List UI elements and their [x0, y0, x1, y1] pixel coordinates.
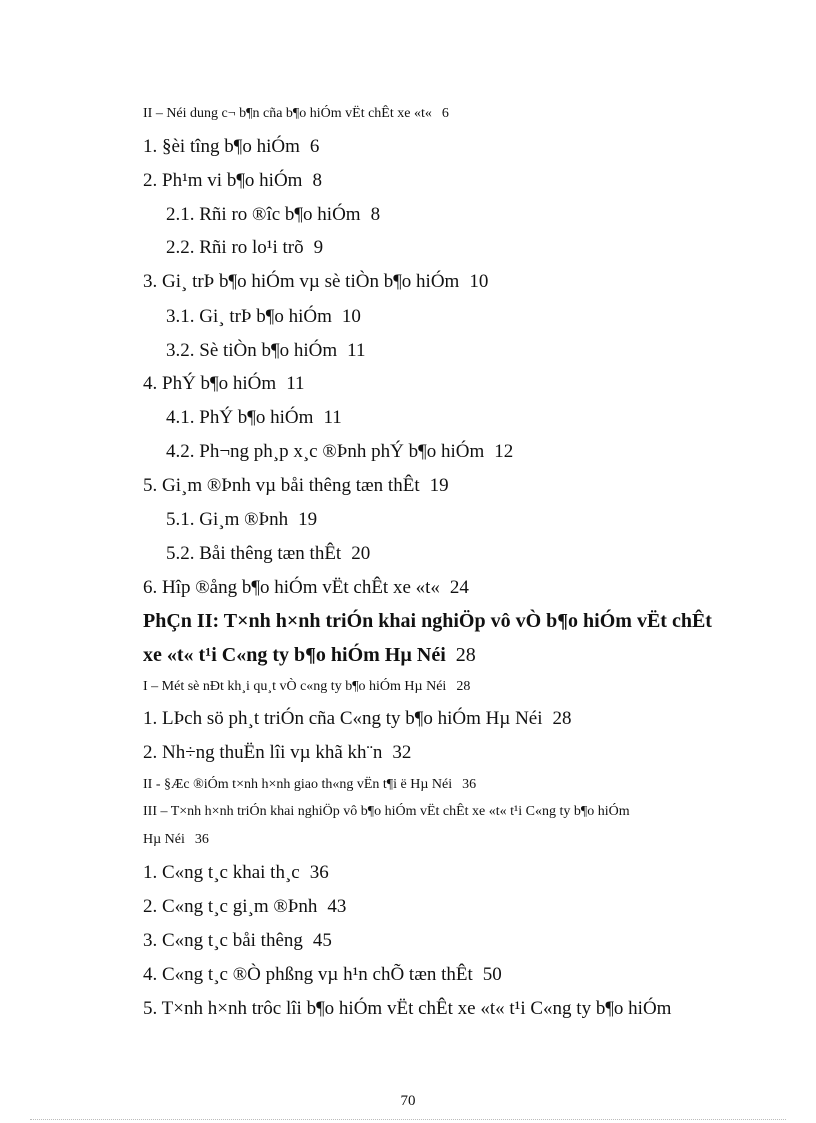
- toc-entry: [143, 896, 346, 918]
- toc-entry-text: 1. LÞch sö ph¸t triÓn cña C«ng ty b¶o hiÓm Hµ Néi: [143, 708, 543, 729]
- page-number: 70: [400, 1093, 416, 1109]
- toc-entry-page: 8: [370, 204, 381, 225]
- toc-entry-text: 3.2. Sè tiÒn b¶o hiÓm: [166, 340, 338, 361]
- toc-entry-page: 20: [351, 543, 371, 564]
- toc-entry-text: 5. Gi¸m ®Þnh vµ båi thêng tæn thÊt: [143, 475, 420, 496]
- toc-entry: [166, 407, 342, 429]
- toc-entry-page: 32: [392, 742, 412, 763]
- toc-entry-text: 1. §èi tîng b¶o hiÓm: [143, 136, 300, 157]
- toc-entry-text: xe «t« t¹i C«ng ty b¶o hiÓm Hµ Néi: [143, 644, 446, 666]
- toc-entry-page: 36: [194, 832, 209, 847]
- toc-entry-page: 50: [482, 964, 502, 985]
- toc-entry-page: 11: [347, 340, 366, 361]
- toc-entry-page: 9: [313, 237, 324, 258]
- toc-entry: [166, 204, 380, 226]
- toc-entry-page: 11: [286, 373, 305, 394]
- toc-entry-page: 6: [309, 136, 320, 157]
- toc-entry: [143, 930, 332, 952]
- toc-entry-page: 43: [327, 896, 347, 917]
- toc-entry-text: 4.1. PhÝ b¶o hiÓm: [166, 407, 314, 428]
- toc-entry-page: 6: [441, 106, 449, 121]
- toc-entry: [143, 708, 572, 730]
- toc-entry-text: PhÇn II: T×nh h×nh triÓn khai nghiÖp vô vÒ b¶o hiÓm vËt chÊt: [143, 610, 712, 632]
- toc-entry: [143, 998, 671, 1020]
- toc-entry-text: 2. C«ng t¸c gi¸m ®Þnh: [143, 896, 318, 917]
- toc-entry: [143, 742, 411, 764]
- toc-entry: [143, 271, 488, 293]
- toc-entry: [143, 804, 630, 820]
- toc-entry: [143, 475, 449, 497]
- toc-entry-page: 28: [456, 679, 471, 694]
- toc-entry-text: 4. PhÝ b¶o hiÓm: [143, 373, 277, 394]
- toc-entry-text: 2. Nh÷ng thuËn lîi vµ khã kh¨n: [143, 742, 383, 763]
- toc-entry-page: 19: [298, 509, 318, 530]
- toc-entry-text: 5. T×nh h×nh trôc lîi b¶o hiÓm vËt chÊt xe «t« t¹i C«ng ty b¶o hiÓm: [143, 998, 672, 1019]
- toc-entry: [166, 543, 370, 565]
- toc-entry: [166, 509, 317, 531]
- toc-entry-page: 11: [323, 407, 342, 428]
- toc-part-heading: [143, 610, 712, 633]
- toc-entry-text: I – Mét sè nÐt kh¸i qu¸t vÒ c«ng ty b¶o hiÓm Hµ Néi: [143, 679, 447, 694]
- toc-entry-text: II - §Æc ®iÓm t×nh h×nh giao th«ng vËn t¶i ë Hµ Néi: [143, 777, 453, 792]
- toc-entry: [143, 373, 304, 395]
- toc-entry-text: 3. Gi¸ trÞ b¶o hiÓm vµ sè tiÒn b¶o hiÓm: [143, 271, 460, 292]
- toc-entry-page: 36: [462, 777, 477, 792]
- toc-entry-page: 36: [309, 862, 329, 883]
- toc-entry: [143, 170, 322, 192]
- toc-entry: [166, 237, 323, 259]
- toc-entry-page: 10: [469, 271, 489, 292]
- toc-entry-text: 2.2. Rñi ro lo¹i trõ: [166, 237, 304, 258]
- toc-entry-text: 5.2. Båi thêng tæn thÊt: [166, 543, 342, 564]
- toc-entry-text: 3. C«ng t¸c båi thêng: [143, 930, 303, 951]
- toc-entry: [143, 679, 470, 695]
- toc-entry: [143, 777, 476, 793]
- toc-entry-page: 24: [449, 577, 469, 598]
- toc-entry-text: 6. Hîp ®ång b¶o hiÓm vËt chÊt xe «t«: [143, 577, 440, 598]
- toc-entry-text: 4. C«ng t¸c ®Ò phßng vµ h¹n chÕ tæn thÊt: [143, 964, 473, 985]
- toc-entry-text: 5.1. Gi¸m ®Þnh: [166, 509, 289, 530]
- toc-entry-text: 3.1. Gi¸ trÞ b¶o hiÓm: [166, 306, 332, 327]
- toc-entry: [143, 577, 469, 599]
- toc-entry-text: III – T×nh h×nh triÓn khai nghiÖp vô b¶o hiÓm vËt chÊt xe «t« t¹i C«ng ty b¶o hiÓm: [143, 804, 630, 819]
- toc-entry-text: 1. C«ng t¸c khai th¸c: [143, 862, 300, 883]
- toc-entry-page: 19: [429, 475, 449, 496]
- toc-entry-page: 28: [455, 644, 476, 666]
- toc-entry-text: 4.2. Ph¬ng ph¸p x¸c ®Þnh phÝ b¶o hiÓm: [166, 441, 485, 462]
- toc-part-heading: [143, 644, 476, 667]
- bottom-dotted-divider: [30, 1119, 786, 1120]
- toc-entry-text: II – Néi dung c¬ b¶n cña b¶o hiÓm vËt chÊt xe «t«: [143, 106, 432, 121]
- toc-entry: [143, 832, 209, 848]
- toc-entry: [143, 106, 449, 122]
- toc-entry: [166, 441, 513, 463]
- toc-entry-text: 2.1. Rñi ro ®îc b¶o hiÓm: [166, 204, 361, 225]
- toc-entry-text: Hµ Néi: [143, 832, 185, 847]
- toc-entry-page: 12: [494, 441, 514, 462]
- toc-entry-text: 2. Ph¹m vi b¶o hiÓm: [143, 170, 303, 191]
- toc-entry-page: 10: [341, 306, 361, 327]
- toc-entry: [166, 340, 365, 362]
- toc-entry: [166, 306, 361, 328]
- toc-entry: [143, 964, 502, 986]
- toc-entry: [143, 862, 329, 884]
- toc-entry-page: 28: [552, 708, 572, 729]
- toc-entry-page: 45: [312, 930, 332, 951]
- toc-entry-page: 8: [312, 170, 322, 191]
- toc-entry: [143, 136, 319, 158]
